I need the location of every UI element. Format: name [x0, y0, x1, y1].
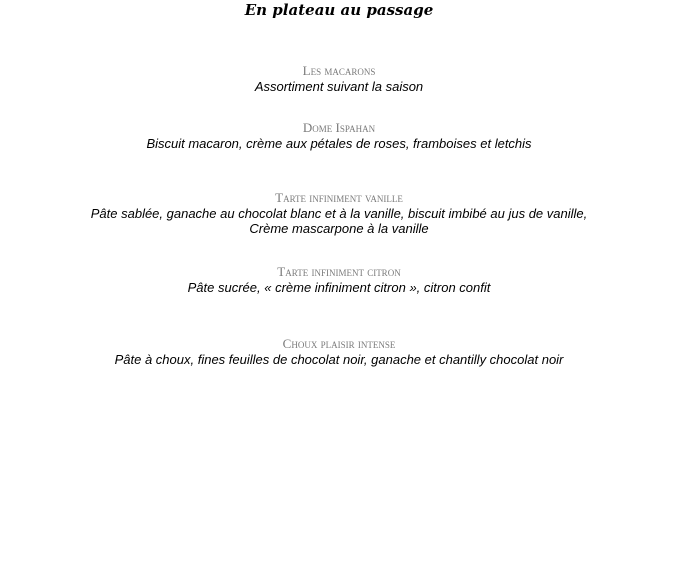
menu-item-tarte-vanille	[0, 190, 678, 236]
menu-item-title: Choux plaisir intense	[282, 336, 396, 351]
menu-item-description: Pâte sablée, ganache au chocolat blanc et à la vanille, biscuit imbibé au jus de vanille, Crème mascarpone à la vanille	[90, 206, 588, 236]
menu-item-title: Tarte infiniment vanille	[275, 190, 403, 205]
menu-item-choux	[0, 336, 678, 367]
menu-item-description: Assortiment suivant la saison	[254, 79, 424, 94]
menu-item-title: Dome Ispahan	[302, 120, 376, 135]
menu-item-tarte-citron	[0, 264, 678, 295]
menu-item-macarons	[0, 63, 678, 94]
menu-item-description: Pâte sucrée, « crème infiniment citron », citron confit	[187, 280, 491, 295]
menu-item-dome-ispahan	[0, 120, 678, 151]
menu-subtitle: En plateau au passage	[244, 1, 434, 19]
menu-item-title: Les macarons	[302, 63, 376, 78]
menu-item-description: Biscuit macaron, crème aux pétales de roses, framboises et letchis	[146, 136, 532, 151]
menu-item-description: Pâte à choux, fines feuilles de chocolat noir, ganache et chantilly chocolat noir	[114, 352, 564, 367]
menu-item-title: Tarte infiniment citron	[277, 264, 401, 279]
